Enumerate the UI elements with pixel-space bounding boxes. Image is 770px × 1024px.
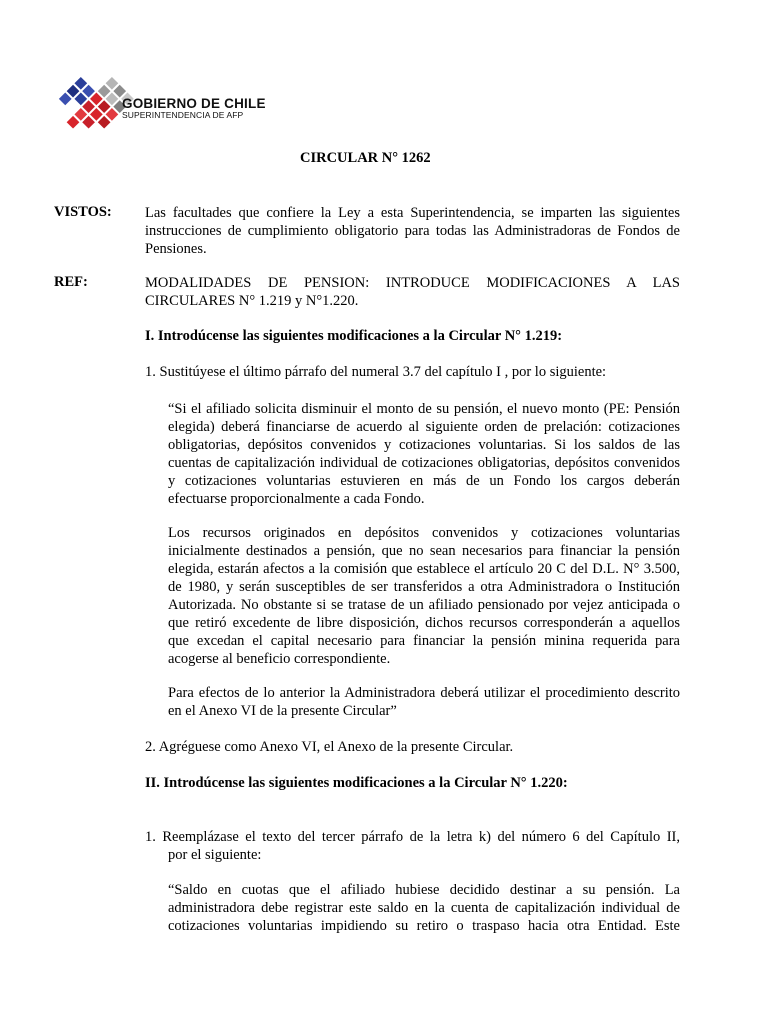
section-1-item-2: 2. Agréguese como Anexo VI, el Anexo de la presente Circular. bbox=[145, 739, 514, 755]
section-2-item-1 bbox=[145, 828, 680, 864]
quote-line: obligatorias, depósitos convenidos y cotizaciones voluntarias. Si los saldos de las bbox=[168, 437, 680, 453]
logo-subtitle: SUPERINTENDENCIA DE AFP bbox=[122, 110, 244, 120]
section-1-quote-2 bbox=[168, 524, 680, 668]
quote-line: en el Anexo VI de la presente Circular” bbox=[168, 703, 397, 719]
item-line: por el siguiente: bbox=[168, 847, 262, 863]
quote-line: “Si el afiliado solicita disminuir el monto de su pensión, el nuevo monto (PE: Pensión bbox=[168, 401, 680, 417]
quote-line: elegida, estarán afectos a la comisión que establece el artículo 20 C del D.L. N° 3.500, bbox=[168, 561, 680, 577]
vistos-line: Las facultades que confiere la Ley a esta Superintendencia, se imparten las siguientes bbox=[145, 205, 680, 221]
quote-line: que excedan el capital necesario para financiar la pensión minina requerida para bbox=[168, 633, 680, 649]
quote-line: inicialmente destinados a pensión, que no sean necesarios para financiar la pensión bbox=[168, 543, 680, 559]
ref-line: CIRCULARES N° 1.219 y N°1.220. bbox=[145, 293, 359, 309]
quote-line: que retiró excedente de libre disposición, dichos recursos corresponderán a aquellos bbox=[168, 615, 680, 631]
ref-text bbox=[145, 274, 680, 310]
vistos-line: instrucciones de cumplimiento obligatorio para todas las Administradoras de Fondos de bbox=[145, 223, 680, 239]
ref-line: MODALIDADES DE PENSION: INTRODUCE MODIFICACIONES A LAS bbox=[145, 275, 680, 291]
logo-title: GOBIERNO DE CHILE bbox=[122, 96, 266, 111]
section-1-quote-3 bbox=[168, 684, 680, 720]
vistos-line: Pensiones. bbox=[145, 241, 207, 257]
section-1-quote-1 bbox=[168, 400, 680, 508]
quote-line: Los recursos originados en depósitos convenidos y cotizaciones voluntarias bbox=[168, 525, 680, 541]
quote-line: cotizaciones voluntarias impidiendo su retiro o traspaso hacia otra Entidad. Este bbox=[168, 918, 680, 934]
quote-line: y cotizaciones voluntarias estuvieren en más de un Fondo los cargos deberán bbox=[168, 473, 680, 489]
section-2-heading: II. Introdúcense las siguientes modificaciones a la Circular N° 1.220: bbox=[145, 775, 568, 791]
quote-line: de 1980, y serán susceptibles de ser transferidos a otra Administradora o Institución bbox=[168, 579, 680, 595]
quote-line: administradora debe registrar este saldo en la cuenta de capitalización individual de bbox=[168, 900, 680, 916]
quote-line: acogerse al beneficio correspondiente. bbox=[168, 651, 391, 667]
vistos-label: VISTOS: bbox=[54, 204, 112, 220]
vistos-text bbox=[145, 204, 680, 258]
ref-label: REF: bbox=[54, 274, 88, 290]
quote-line: cuentas de capitalización individual de cotizaciones obligatorias, depósitos convenidos bbox=[168, 455, 680, 471]
section-1-heading: I. Introdúcense las siguientes modificaciones a la Circular N° 1.219: bbox=[145, 328, 563, 344]
quote-line: elegida) deberá financiarse de acuerdo al siguiente orden de prelación: cotizaciones bbox=[168, 419, 680, 435]
section-1-item-1: 1. Sustitúyese el último párrafo del numeral 3.7 del capítulo I , por lo siguiente: bbox=[145, 364, 607, 380]
quote-line: “Saldo en cuotas que el afiliado hubiese decidido destinar a su pensión. La bbox=[168, 882, 680, 898]
quote-line: Autorizada. No obstante si se tratase de un afiliado pensionado por vejez anticipada o bbox=[168, 597, 680, 613]
section-2-quote-1 bbox=[168, 881, 680, 935]
item-line: 1. Reemplázase el texto del tercer párrafo de la letra k) del número 6 del Capítulo II, bbox=[145, 829, 680, 845]
quote-line: Para efectos de lo anterior la Administradora deberá utilizar el procedimiento descrito bbox=[168, 685, 680, 701]
document-title: CIRCULAR N° 1262 bbox=[300, 150, 431, 166]
quote-line: efectuarse proporcionalmente a cada Fondo. bbox=[168, 491, 425, 507]
